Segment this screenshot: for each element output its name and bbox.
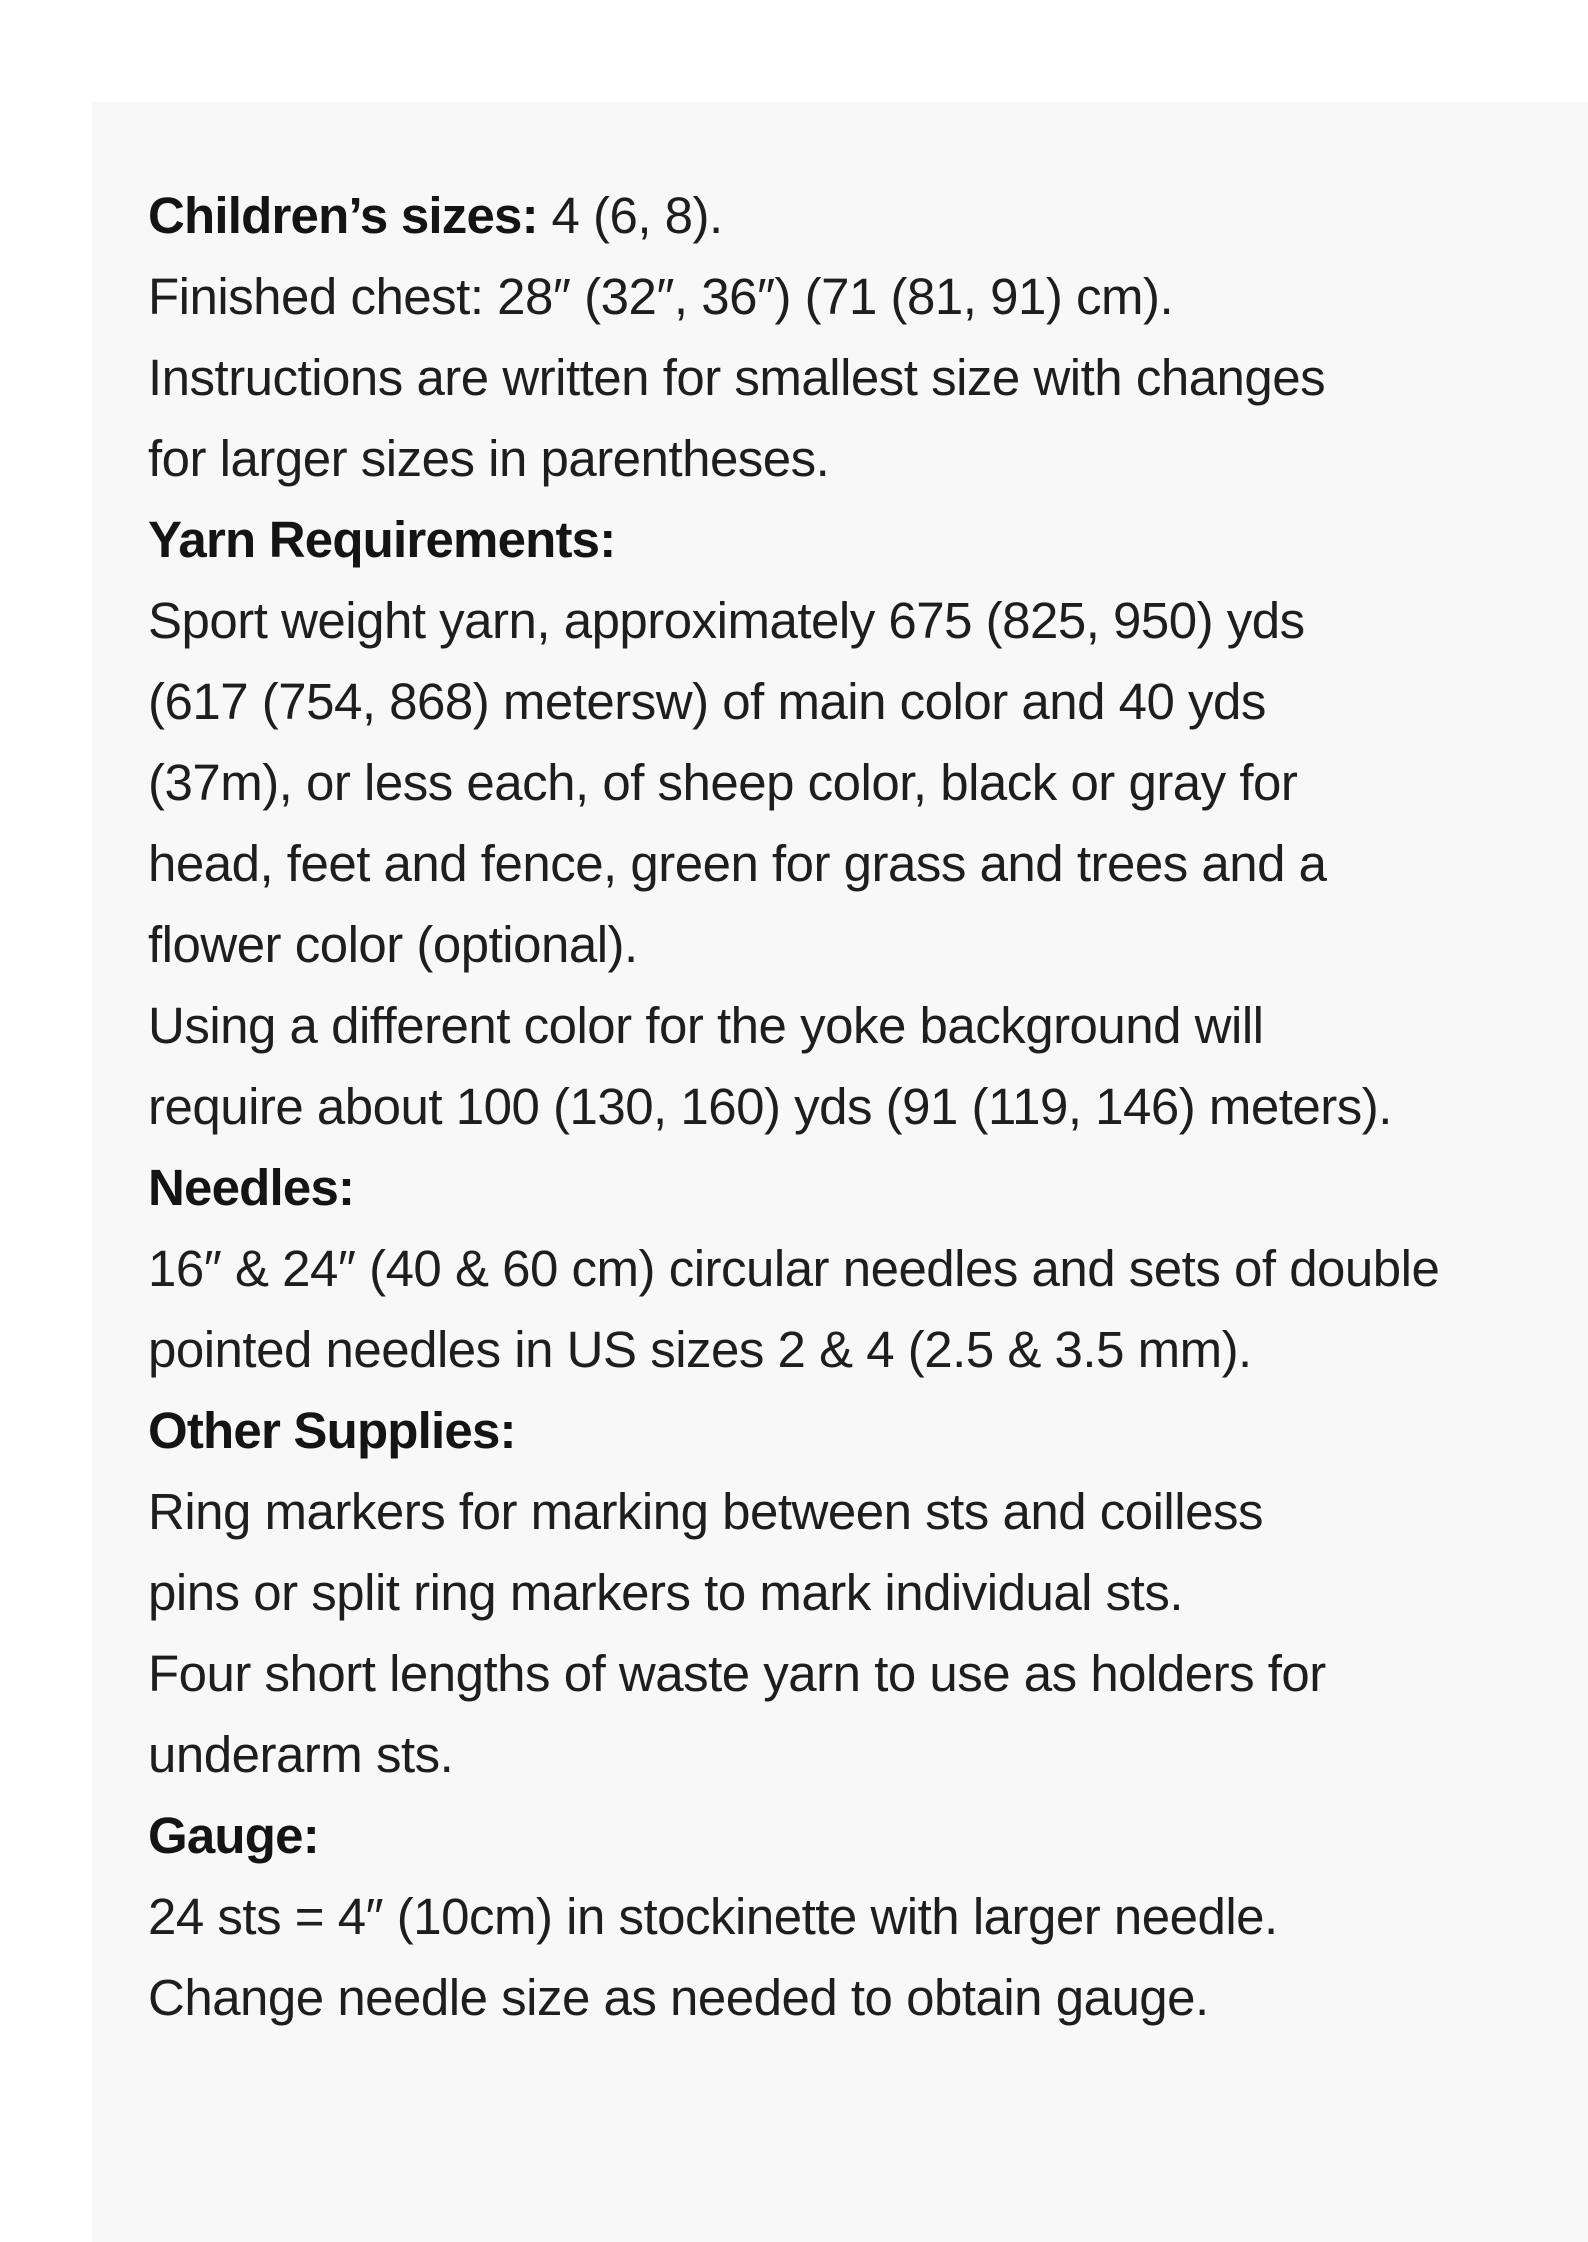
yarn-text-line: flower color (optional).	[148, 916, 638, 973]
gauge-text-line: Change needle size as needed to obtain gauge.	[148, 1969, 1209, 2026]
gauge-heading: Gauge:	[148, 1807, 319, 1864]
sizes-text-line: Finished chest: 28″ (32″, 36″) (71 (81, 91) cm).	[148, 268, 1174, 325]
gauge-text-line: 24 sts = 4″ (10cm) in stockinette with larger needle.	[148, 1888, 1278, 1945]
gauge-section	[148, 1795, 1478, 2038]
needles-heading: Needles:	[148, 1159, 355, 1216]
sizes-line	[148, 175, 1478, 256]
supplies-section	[148, 1390, 1478, 1795]
supplies-text-line: Ring markers for marking between sts and coilless	[148, 1483, 1263, 1540]
yarn-heading: Yarn Requirements:	[148, 511, 616, 568]
yarn-text-line: (37m), or less each, of sheep color, black or gray for	[148, 754, 1298, 811]
supplies-text-line: underarm sts.	[148, 1726, 454, 1783]
sizes-heading: Children’s sizes:	[148, 187, 538, 244]
yarn-text-line: Using a different color for the yoke background will	[148, 997, 1264, 1054]
yarn-text-line: (617 (754, 868) metersw) of main color and 40 yds	[148, 673, 1266, 730]
pattern-materials-text	[148, 175, 1478, 2038]
supplies-text-line: Four short lengths of waste yarn to use as holders for	[148, 1645, 1326, 1702]
supplies-text-line: pins or split ring markers to mark individual sts.	[148, 1564, 1184, 1621]
needles-text-line: pointed needles in US sizes 2 & 4 (2.5 & 3.5 mm).	[148, 1321, 1252, 1378]
needles-section	[148, 1147, 1478, 1390]
yarn-text-line: Sport weight yarn, approximately 675 (825, 950) yds	[148, 592, 1305, 649]
yarn-text-line: head, feet and fence, green for grass and trees and a	[148, 835, 1327, 892]
sizes-section	[148, 175, 1478, 499]
sizes-text-line: Instructions are written for smallest size with changes	[148, 349, 1326, 406]
sizes-text-line: for larger sizes in parentheses.	[148, 430, 830, 487]
yarn-text-line: require about 100 (130, 160) yds (91 (119, 146) meters).	[148, 1078, 1392, 1135]
sizes-value: 4 (6, 8).	[537, 187, 723, 244]
yarn-section	[148, 499, 1478, 1147]
needles-text-line: 16″ & 24″ (40 & 60 cm) circular needles and sets of double	[148, 1240, 1440, 1297]
supplies-heading: Other Supplies:	[148, 1402, 516, 1459]
